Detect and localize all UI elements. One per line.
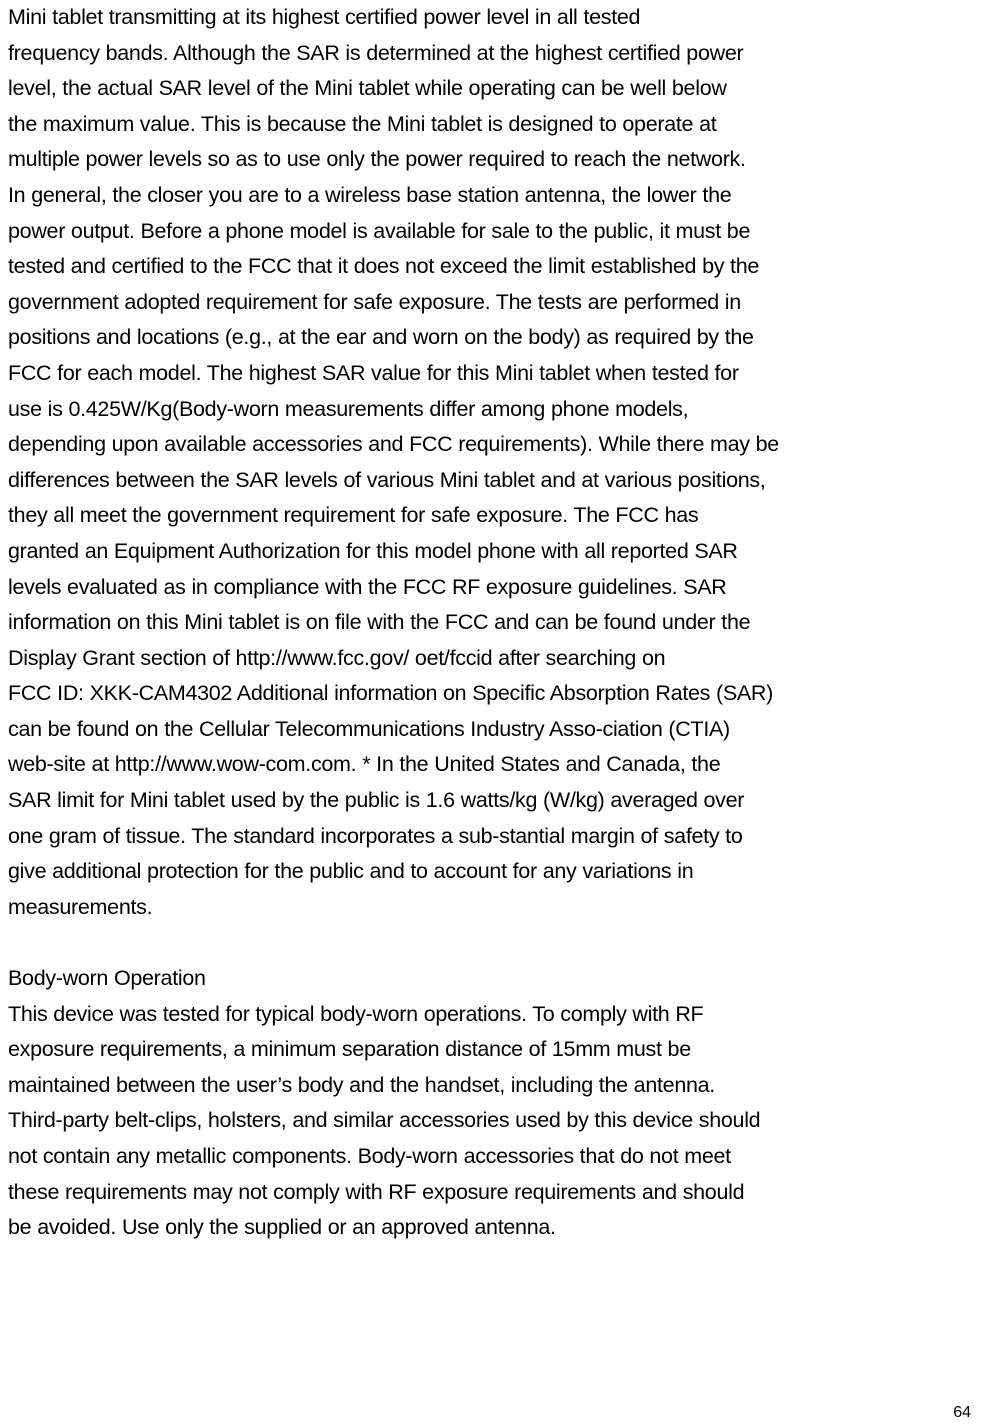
text-line: measurements. [8, 894, 153, 919]
text-line: level, the actual SAR level of the Mini tablet while operating can be well below [8, 76, 727, 101]
text-line: depending upon available accessories and FCC requirements). While there may be [8, 432, 779, 457]
text-line: exposure requirements, a minimum separation distance of 15mm must be [8, 1037, 691, 1062]
text-line: levels evaluated as in compliance with the FCC RF exposure guidelines. SAR [8, 574, 727, 599]
text-line: FCC ID: XKK-CAM4302 Additional information on Specific Absorption Rates (SAR) [8, 681, 773, 706]
section-heading: Body-worn Operation [8, 966, 206, 991]
text-line: web-site at http://www.wow-com.com. * In the United States and Canada, the [8, 752, 721, 777]
text-line: frequency bands. Although the SAR is determined at the highest certified power [8, 40, 744, 65]
text-line: power output. Before a phone model is available for sale to the public, it must be [8, 218, 751, 243]
text-line: one gram of tissue. The standard incorporates a sub-stantial margin of safety to [8, 823, 743, 848]
text-line: these requirements may not comply with RF exposure requirements and should [8, 1179, 745, 1204]
text-line: government adopted requirement for safe exposure. The tests are performed in [8, 289, 741, 314]
text-line: tested and certified to the FCC that it does not exceed the limit established by the [8, 254, 760, 279]
page-number: 64 [953, 1404, 971, 1421]
text-line: can be found on the Cellular Telecommunications Industry Asso-ciation (CTIA) [8, 716, 730, 741]
blank-line [8, 925, 980, 961]
text-line: use is 0.425W/Kg(Body-worn measurements differ among phone models, [8, 396, 689, 421]
text-line: Third-party belt-clips, holsters, and similar accessories used by this device should [8, 1108, 761, 1133]
text-line: information on this Mini tablet is on file with the FCC and can be found under the [8, 610, 751, 635]
text-line: SAR limit for Mini tablet used by the public is 1.6 watts/kg (W/kg) averaged over [8, 788, 745, 813]
body-worn-paragraph [8, 997, 980, 1246]
text-line: FCC for each model. The highest SAR value for this Mini tablet when tested for [8, 360, 739, 385]
text-line: positions and locations (e.g., at the ear and worn on the body) as required by the [8, 325, 754, 350]
text-line: they all meet the government requirement for safe exposure. The FCC has [8, 503, 699, 528]
text-line: be avoided. Use only the supplied or an approved antenna. [8, 1215, 556, 1240]
text-line: Display Grant section of http://www.fcc.gov/ oet/fccid after searching on [8, 645, 666, 670]
text-line: not contain any metallic components. Body-worn accessories that do not meet [8, 1144, 731, 1168]
text-line: the maximum value. This is because the Mini tablet is designed to operate at [8, 111, 717, 136]
text-line: granted an Equipment Authorization for this model phone with all reported SAR [8, 538, 738, 563]
sar-paragraph [8, 0, 980, 925]
text-line: In general, the closer you are to a wireless base station antenna, the lower the [8, 182, 732, 207]
text-line: Mini tablet transmitting at its highest certified power level in all tested [8, 5, 641, 29]
text-line: give additional protection for the public and to account for any variations in [8, 859, 694, 884]
text-line: multiple power levels so as to use only the power required to reach the network. [8, 147, 746, 172]
body-text [8, 0, 980, 1246]
text-line: maintained between the user’s body and the handset, including the antenna. [8, 1072, 715, 1097]
text-line: differences between the SAR levels of various Mini tablet and at various positions, [8, 467, 766, 492]
text-line: This device was tested for typical body-worn operations. To comply with RF [8, 1001, 704, 1026]
